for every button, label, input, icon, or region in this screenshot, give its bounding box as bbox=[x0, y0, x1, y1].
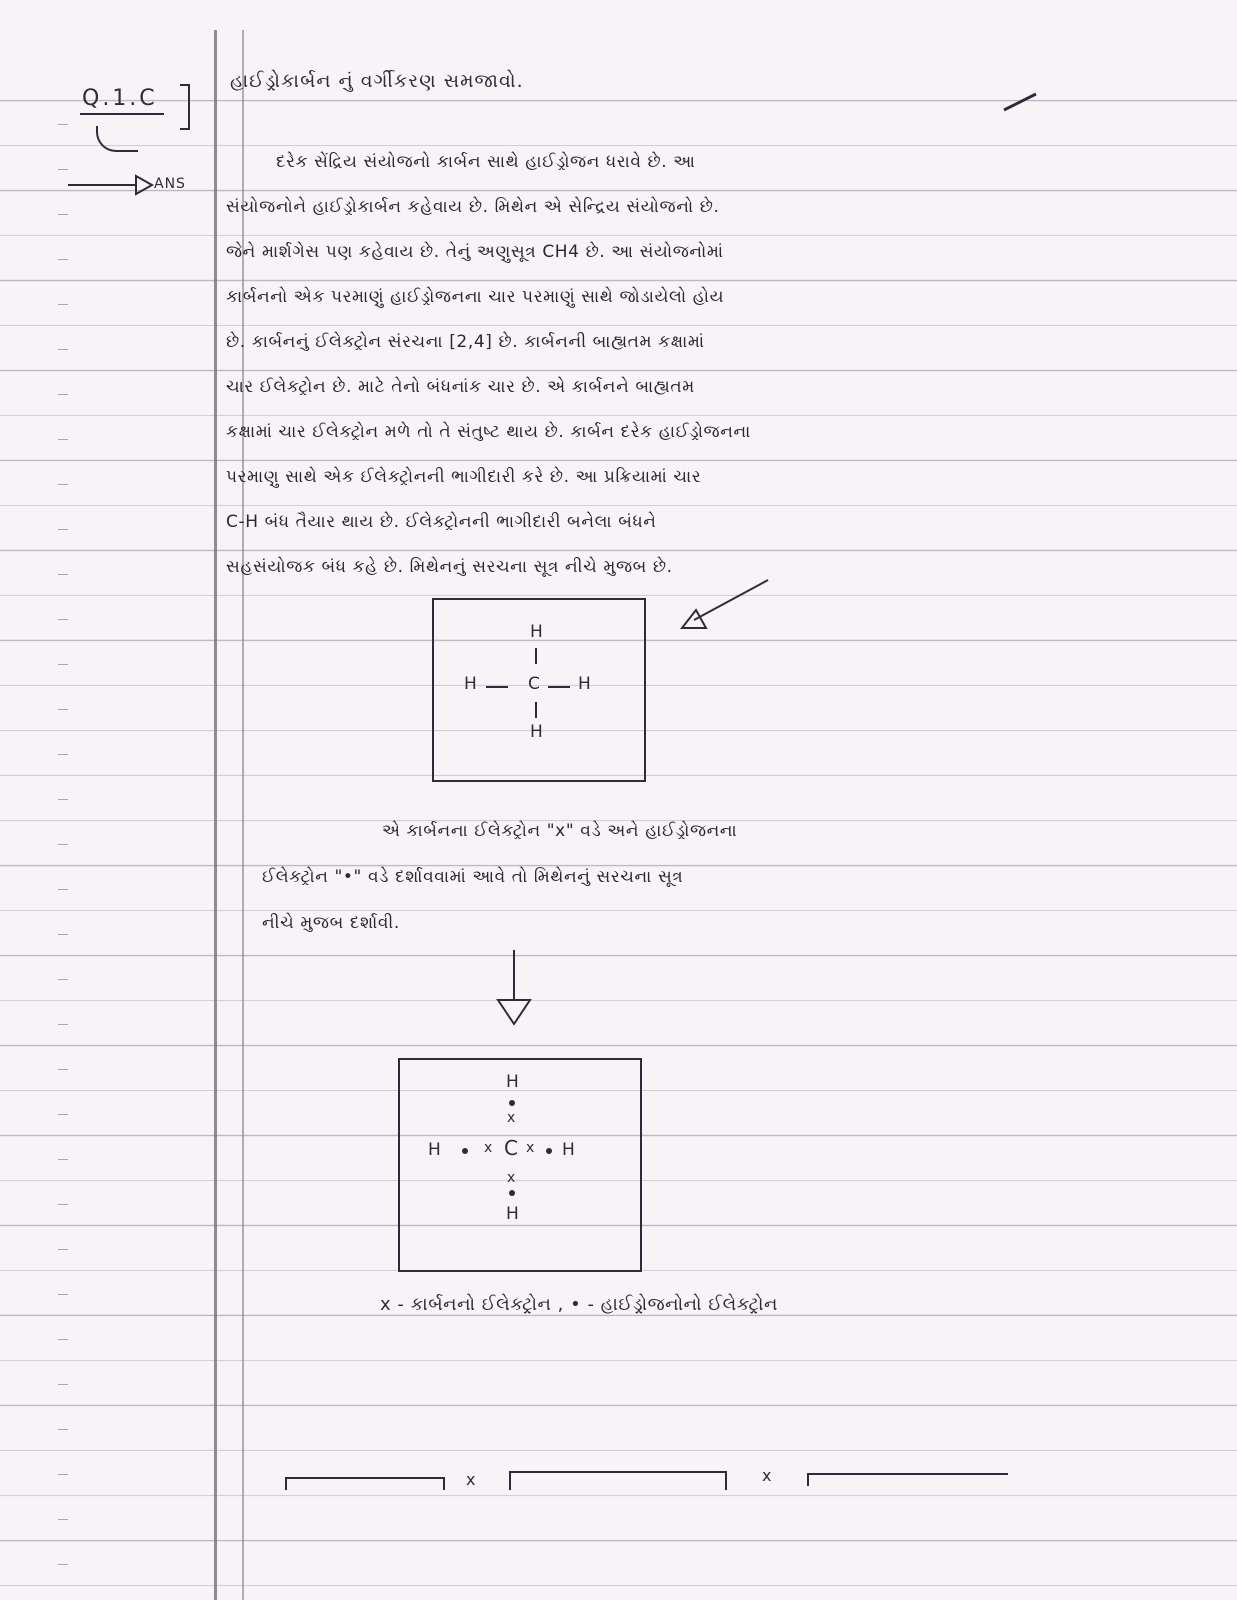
paragraph-line: C-H બંધ તૈયાર થાય છે. ઈલેક્ટ્રોનની ભાગીદારી બનેલા બંધને bbox=[226, 512, 657, 532]
electron-dot bbox=[546, 1148, 552, 1154]
atom-h-right: H bbox=[562, 1140, 575, 1160]
question-swirl bbox=[96, 126, 138, 152]
electron-legend: x - કાર્બનનો ઈલેક્ટ્રોન , • - હાઈડ્રોજનોનો ઈલેક્ટ્રોન bbox=[380, 1294, 778, 1315]
electron-dot bbox=[509, 1190, 515, 1196]
footer-bracket-marks bbox=[284, 1466, 1024, 1496]
pointer-arrow-icon bbox=[676, 576, 776, 636]
paragraph-line: પરમાણુ સાથે એક ઈલેક્ટ્રોનની ભાગીદારી કરે છે. આ પ્રક્રિયામાં ચાર bbox=[226, 467, 702, 487]
bond-left bbox=[486, 686, 508, 688]
electron-cross: x bbox=[507, 1170, 516, 1186]
paragraph-line: કક્ષામાં ચાર ઈલેક્ટ્રોન મળે તો તે સંતુષ્ટ થાય છે. કાર્બન દરેક હાઈડ્રોજનના bbox=[226, 422, 751, 442]
margin-line bbox=[214, 30, 217, 1600]
paragraph-line: ચાર ઈલેક્ટ્રોન છે. માટે તેનો બંધનાંક ચાર છે. એ કાર્બનને બાહ્યતમ bbox=[226, 377, 695, 397]
paragraph-line: છે. કાર્બનનું ઈલેક્ટ્રોન સંરચના [2,4] છે. કાર્બનની બાહ્યતમ કક્ષામાં bbox=[226, 332, 705, 352]
footer-mark: x bbox=[762, 1466, 772, 1485]
atom-h-bottom: H bbox=[530, 722, 543, 742]
electron-cross: x bbox=[526, 1140, 535, 1156]
atom-h-right: H bbox=[578, 674, 591, 694]
question-bracket bbox=[180, 84, 190, 130]
pen-stroke-icon bbox=[1002, 92, 1038, 112]
electron-cross: x bbox=[507, 1110, 516, 1126]
answer-label: ANS bbox=[154, 176, 186, 192]
paragraph-line: નીચે મુજબ દર્શાવી. bbox=[262, 913, 400, 933]
atom-h-left: H bbox=[464, 674, 477, 694]
paragraph-line: જેને માર્શગેસ પણ કહેવાય છે. તેનું અણુસૂત્ર CH4 છે. આ સંયોજનોમાં bbox=[226, 242, 724, 262]
question-title: હાઈડ્રોકાર્બન નું વર્ગીકરણ સમજાવો. bbox=[230, 70, 524, 92]
atom-h-left: H bbox=[428, 1140, 441, 1160]
methane-electron-dot-formula bbox=[398, 1058, 642, 1272]
atom-c-center: C bbox=[528, 674, 540, 694]
paragraph-line: સહસંયોજક બંધ કહે છે. મિથેનનું સરચના સૂત્ર નીચે મુજબ છે. bbox=[226, 557, 673, 577]
paragraph-line: દરેક સેંદ્રિય સંયોજનો કાર્બન સાથે હાઈડ્રોજન ધરાવે છે. આ bbox=[276, 152, 696, 172]
bond-right bbox=[548, 686, 570, 688]
atom-h-top: H bbox=[530, 622, 543, 642]
atom-h-top: H bbox=[506, 1072, 519, 1092]
electron-dot-paragraph bbox=[262, 808, 1122, 946]
answer-paragraph bbox=[226, 140, 1126, 590]
question-label: Q.1.C bbox=[80, 86, 164, 115]
atom-c-center: C bbox=[504, 1136, 518, 1160]
bond-top bbox=[535, 648, 537, 664]
electron-dot bbox=[509, 1100, 515, 1106]
footer-mark: x bbox=[466, 1470, 476, 1489]
paragraph-line: કાર્બનનો એક પરમાણું હાઈડ્રોજનના ચાર પરમાણું સાથે જોડાયેલો હોય bbox=[226, 287, 725, 307]
atom-h-bottom: H bbox=[506, 1204, 519, 1224]
bond-bottom bbox=[535, 702, 537, 718]
margin-ticks bbox=[58, 80, 68, 1580]
down-arrow-icon bbox=[494, 948, 534, 1028]
paragraph-line: ઈલેક્ટ્રોન "•" વડે દર્શાવવામાં આવે તો મિથેનનું સરચના સૂત્ર bbox=[262, 867, 684, 887]
electron-cross: x bbox=[484, 1140, 493, 1156]
methane-structural-formula bbox=[432, 598, 646, 782]
answer-arrow-icon bbox=[66, 172, 156, 198]
paragraph-line: સંયોજનોને હાઈડ્રોકાર્બન કહેવાય છે. મિથેન એ સેન્દ્રિય સંયોજનો છે. bbox=[226, 197, 720, 217]
electron-dot bbox=[462, 1148, 468, 1154]
paragraph-line: એ કાર્બનના ઈલેક્ટ્રોન "x" વડે અને હાઈડ્રોજનના bbox=[382, 821, 738, 841]
